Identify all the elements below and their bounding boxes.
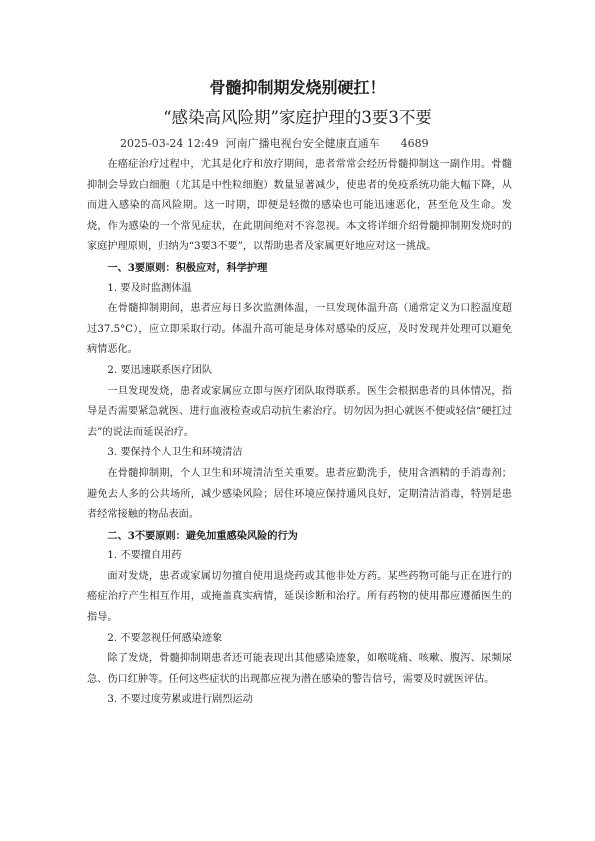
section2-item2-text: 除了发烧，骨髓抑制期患者还可能表现出其他感染迹象，如喉咙痛、咳嗽、腹泻、尿频尿急、伤口红肿等。任何这些症状的出现都应视为潜在感染的警告信号，需要及时就医评估。 (87, 653, 512, 685)
section1-item1-text: 在骨髓抑制期间，患者应每日多次监测体温，一旦发现体温升高（通常定义为口腔温度超过37.5°C），应立即采取行动。体温升高可能是身体对感染的反应，及时发现并处理可以避免病情恶化。 (87, 303, 512, 356)
section2-item3-title: 3. 不要过度劳累或进行剧烈运动 (107, 694, 253, 706)
article-meta (120, 137, 429, 151)
section2-item1-title: 1. 不要擅自用药 (107, 550, 182, 562)
section1-heading: 一、3要原则：积极应对，科学护理 (107, 261, 268, 274)
intro-paragraph: 在癌症治疗过程中，尤其是化疗和放疗期间，患者常常会经历骨髓抑制这一副作用。骨髓抑制会导致白细胞（尤其是中性粒细胞）数量显著减少，使患者的免疫系统功能大幅下降，从而进入感染的高风险期。这一时期，即便是轻微的感染也可能迅速恶化，甚至危及生命。发烧，作为感染的一个常见症状，在此期间绝对不容忽视。本文将详细介绍骨髓抑制期发烧时的家庭护理原则，归纳为“3要3不要”，以帮助患者及家属更好地应对这一挑战。 (87, 159, 512, 253)
section1-item2-text: 一旦发现发烧，患者或家属应立即与医疗团队取得联系。医生会根据患者的具体情况，指导是否需要紧急就医、进行血液检查或启动抗生素治疗。切勿因为担心就医不便或轻信“硬扛过去”的说法而延误治疗。 (87, 385, 512, 438)
source-name: 河南广播电视台安全健康直通车 (225, 137, 380, 150)
section1-item2-title: 2. 要迅速联系医疗团队 (107, 364, 213, 376)
view-count: 4689 (400, 137, 429, 150)
article-body (87, 155, 512, 711)
section2-item1-text: 面对发烧，患者或家属切勿擅自使用退烧药或其他非处方药。某些药物可能与正在进行的癌症治疗产生相互作用，或掩盖真实病情，延误诊断和治疗。所有药物的使用都应遵循医生的指导。 (87, 570, 512, 624)
section1-item1-title: 1. 要及时监测体温 (107, 282, 192, 294)
article-title-line1: 骨髓抑制期发烧别硬扛！ (209, 78, 386, 97)
publish-datetime: 2025-03-24 12:49 (120, 137, 219, 150)
section2-heading: 二、3不要原则：避免加重感染风险的行为 (107, 529, 298, 542)
section2-item2-title: 2. 不要忽视任何感染迹象 (107, 632, 223, 644)
section1-item3-text: 在骨髓抑制期，个人卫生和环境清洁至关重要。患者应勤洗手，使用含酒精的手消毒剂；避免去人多的公共场所，减少感染风险；居住环境应保持通风良好，定期清洁消毒，特别是患者经常接触的物品表面。 (87, 467, 512, 521)
article-title-line2: “感染高风险期”家庭护理的3要3不要 (163, 108, 432, 127)
section1-item3-title: 3. 要保持个人卫生和环境清洁 (107, 447, 243, 459)
